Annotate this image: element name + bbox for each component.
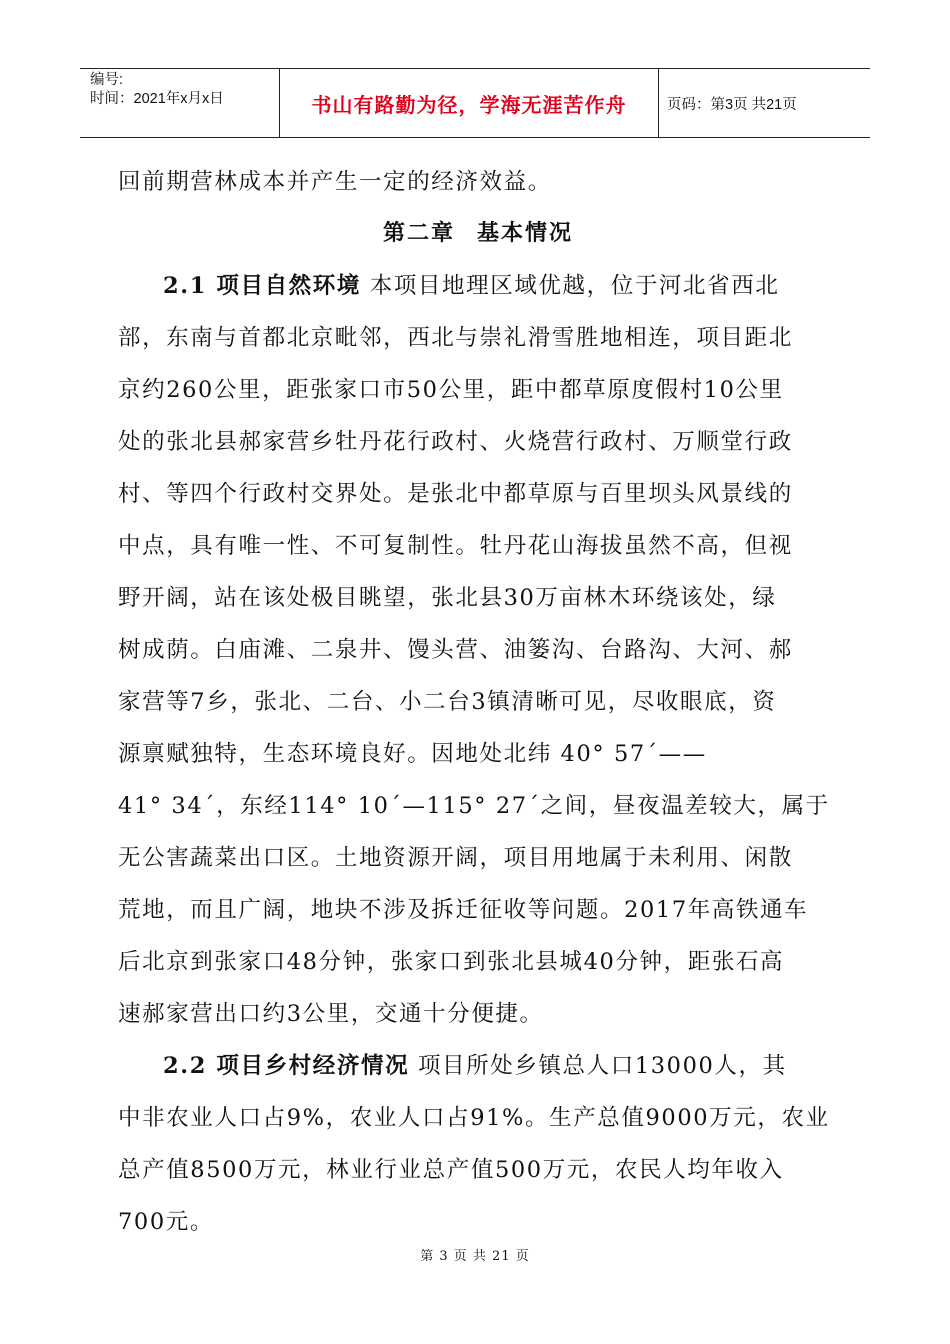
body-line: 树成荫。白庙滩、二泉井、馒头营、油篓沟、台路沟、大河、郝 — [118, 637, 793, 663]
body-line: 中非农业人口占9%，农业人口占91%。生产总值9000万元，农业 — [118, 1105, 830, 1131]
page-footer: 第 3 页 共 21 页 — [420, 1249, 530, 1264]
section-2-2-heading: 2.2 项目乡村经济情况 — [163, 1053, 410, 1079]
header-meta — [80, 69, 280, 137]
body-line: 中点，具有唯一性、不可复制性。牡丹花山海拔虽然不高，但视 — [118, 533, 793, 559]
document-header — [80, 68, 870, 138]
body-line: 41° 34´，东经114° 10´—115° 27´之间，昼夜温差较大，属于 — [118, 793, 830, 819]
body-line-text: 项目所处乡镇总人口13000人，其 — [409, 1053, 787, 1079]
section-2-2-first-line — [118, 1040, 838, 1092]
header-motto: 书山有路勤为径，学海无涯苦作舟 — [280, 69, 659, 137]
body-line: 荒地，而且广阔，地块不涉及拆迁征收等问题。2017年高铁通车 — [118, 897, 809, 923]
header-number-label: 编号: — [90, 72, 124, 88]
body-line: 总产值8500万元，林业行业总产值500万元，农民人均年收入 — [118, 1157, 784, 1183]
chapter-title — [118, 208, 838, 260]
body-line: 无公害蔬菜出口区。土地资源开阔，项目用地属于未利用、闲散 — [118, 845, 793, 871]
body-line: 速郝家营出口约3公里，交通十分便捷。 — [118, 1001, 544, 1027]
body-line: 京约260公里，距张家口市50公里，距中都草原度假村10公里 — [118, 377, 784, 403]
header-page-info: 页码：第3页 共21页 — [667, 96, 797, 113]
header-time-label: 时间：2021年x月x日 — [90, 91, 224, 107]
chapter-number: 第二章 — [382, 221, 455, 246]
chapter-name: 基本情况 — [477, 221, 574, 246]
body-line: 处的张北县郝家营乡牡丹花行政村、火烧营行政村、万顺堂行政 — [118, 429, 793, 455]
section-2-1-heading: 2.1 项目自然环境 — [163, 273, 361, 299]
document-body — [118, 156, 838, 1248]
body-line: 家营等7乡，张北、二台、小二台3镇清晰可见，尽收眼底，资 — [118, 689, 777, 715]
body-line: 部，东南与首都北京毗邻，西北与崇礼滑雪胜地相连，项目距北 — [118, 325, 793, 351]
body-line: 回前期营林成本并产生一定的经济效益。 — [118, 169, 552, 195]
body-line: 村、等四个行政村交界处。是张北中都草原与百里坝头风景线的 — [118, 481, 793, 507]
section-2-1-first-line — [118, 260, 838, 312]
body-line: 后北京到张家口48分钟，张家口到张北县城40分钟，距张石高 — [118, 949, 785, 975]
body-line: 700元。 — [118, 1209, 214, 1235]
body-line: 源禀赋独特，生态环境良好。因地处北纬 40° 57´—— — [118, 741, 707, 767]
body-line-text: 本项目地理区域优越，位于河北省西北 — [360, 273, 780, 299]
body-line: 野开阔，站在该处极目眺望，张北县30万亩林木环绕该处，绿 — [118, 585, 777, 611]
